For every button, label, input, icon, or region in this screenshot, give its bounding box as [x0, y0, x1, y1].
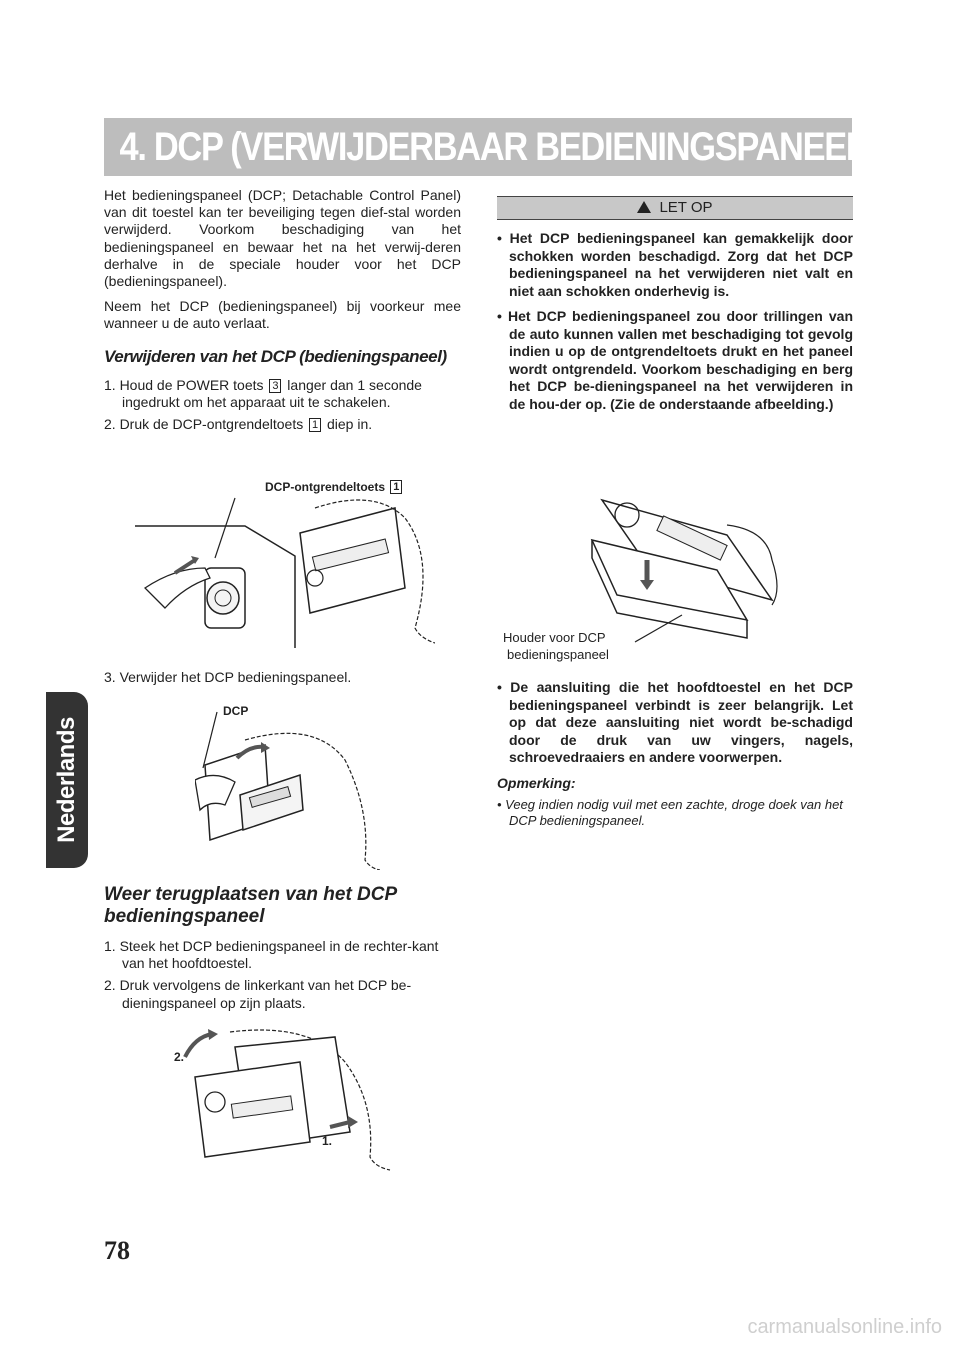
holder-case-label-1: Houder voor DCP — [503, 630, 606, 645]
left-column — [104, 187, 461, 438]
remove-steps — [104, 377, 461, 434]
release-button-illustration — [135, 478, 435, 648]
section-title-banner — [104, 118, 876, 176]
figure-remove-dcp-label: DCP — [223, 704, 249, 718]
replace-steps — [104, 938, 461, 1012]
remove-step-1: 1. Houd de POWER toets 3 langer dan 1 seconde ingedrukt om het apparaat uit te schakelen. — [104, 376, 422, 410]
note-item: • Veeg indien nodig vuil met een zachte, droge doek van het DCP bedieningspaneel. — [497, 796, 843, 828]
remove-dcp-illustration — [195, 700, 380, 870]
replace-section — [104, 884, 461, 1017]
figure-replace-dcp — [170, 1022, 395, 1172]
caution-item-1: • Het DCP bedieningspaneel kan gemakkelijk door schokken worden beschadigd. Zorg dat het DCP bedieningspaneel na het verwijderen niet valt en niet aan schokken onderhevig is. — [497, 230, 853, 299]
replace-step-1: 1. Steek het DCP bedieningspaneel in de rechter-kant van het hoofdtoestel. — [104, 938, 439, 972]
figure-holder-case — [497, 470, 853, 670]
key-1-icon: 1 — [309, 418, 321, 432]
page-number: 78 — [104, 1236, 130, 1265]
replace-step-2: 2. Druk vervolgens de linkerkant van het DCP be-dieningspaneel op zijn plaats. — [104, 977, 412, 1011]
holder-case-label-2: bedieningspaneel — [507, 647, 609, 662]
remove-step-3: 3. Verwijder het DCP bedieningspaneel. — [104, 669, 352, 685]
remove-heading: Verwijderen van het DCP (bedieningspaneel) — [104, 346, 447, 366]
intro-paragraph-1: Het bedieningspaneel (DCP; Detachable Control Panel) van dit toestel kan ter beveiliging tegen dief-stal worden verwijderd. Voorkom beschadiging van het bedieningspaneel en bewaar het na het verwij-deren derhalve in de speciale houder voor het DCP (bedieningspaneel). — [104, 187, 461, 290]
right-column-lower — [497, 679, 853, 829]
caution-item-3: • De aansluiting die het hoofdtoestel en het DCP bedieningspaneel verbindt is zeer belangrijk. Let op dat deze aansluiting niet wordt be-schadigd door de druk van uw vingers, nagels, schroevedraaiers en andere voorwerpen. — [497, 679, 853, 765]
replace-heading: Weer terugplaatsen van het DCP bedieningspaneel — [104, 884, 397, 927]
figure-replace-label-1: 1. — [322, 1134, 333, 1148]
warning-icon — [637, 201, 651, 213]
figure-release-button — [135, 478, 435, 648]
note-heading: Opmerking: — [497, 774, 576, 791]
replace-dcp-illustration — [170, 1022, 395, 1172]
caution-header — [497, 196, 853, 220]
footer-watermark: carmanualsonline.info — [747, 1316, 942, 1338]
figure-replace-label-2: 2. — [174, 1050, 185, 1064]
caution-item-2: • Het DCP bedieningspaneel zou door trillingen van de auto kunnen vallen met beschadiging tot gevolg indien u op de ontgrendeltoets drukt en het paneel wordt ontgrendeld. Voorkom beschadiging en berg het DCP be-dieningspaneel na het verwijderen in de hou-der op. (Zie de onderstaande afbeelding.) — [497, 308, 853, 412]
remove-step-2: 2. Druk de DCP-ontgrendeltoets 1 diep in. — [104, 416, 373, 433]
figure-remove-dcp — [195, 700, 380, 870]
language-tab-label: Nederlands — [53, 717, 80, 843]
key-3-icon: 3 — [269, 379, 281, 393]
section-title: 4. DCP (VERWIJDERBAAR BEDIENINGSPANEEL) — [119, 125, 876, 169]
right-column — [497, 196, 853, 421]
left-column-step3 — [104, 669, 461, 691]
caution-title: LET OP — [659, 199, 713, 216]
caution-list — [497, 230, 853, 413]
language-tab — [46, 692, 88, 868]
figure-release-button-label: DCP-ontgrendeltoets 1 — [265, 480, 404, 494]
intro-paragraph-2: Neem het DCP (bedieningspaneel) bij voorkeur mee wanneer u de auto verlaat. — [104, 298, 461, 332]
